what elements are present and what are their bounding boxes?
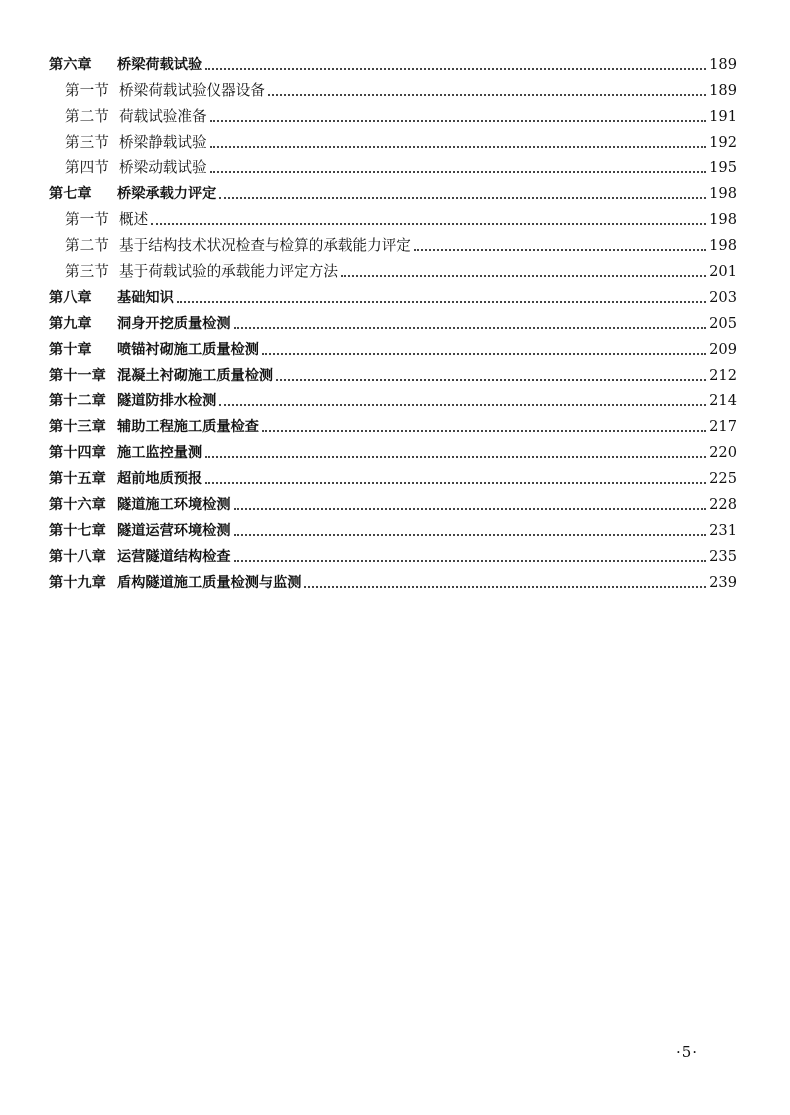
toc-entry-page: 231 — [709, 521, 737, 539]
toc-entry-title: 辅助工程施工质量检查 — [117, 419, 259, 436]
toc-entry-page: 212 — [709, 366, 737, 384]
toc-entry-number: 第八章 — [49, 289, 92, 306]
toc-chapter-entry[interactable] — [49, 177, 737, 203]
toc-entry-number: 第七章 — [49, 186, 92, 203]
dot-leader — [268, 93, 706, 96]
toc-entry-title: 隧道防排水检测 — [117, 393, 217, 410]
dot-leader — [234, 326, 707, 329]
toc-chapter-entry[interactable] — [49, 488, 737, 514]
toc-entry-page: 217 — [709, 418, 737, 436]
toc-entry-title: 洞身开挖质量检测 — [117, 315, 231, 332]
toc-entry-title: 桥梁荷载试验仪器设备 — [119, 81, 265, 99]
toc-entry-page: 192 — [709, 133, 737, 151]
toc-entry-page: 203 — [709, 288, 737, 306]
toc-entry-page: 205 — [709, 314, 737, 332]
toc-entry-page: 225 — [709, 470, 737, 488]
dot-leader — [234, 559, 707, 562]
toc-section-entry[interactable] — [49, 152, 737, 178]
toc-entry-title: 隧道施工环境检测 — [117, 497, 231, 514]
toc-entry-title: 桥梁承载力评定 — [117, 186, 217, 203]
toc-entry-page: 228 — [709, 496, 737, 514]
toc-entry-number: 第十八章 — [49, 548, 106, 565]
toc-chapter-entry[interactable] — [49, 540, 737, 566]
toc-entry-number: 第十一章 — [49, 367, 106, 384]
toc-chapter-entry[interactable] — [49, 281, 737, 307]
toc-entry-number: 第十五章 — [49, 471, 106, 488]
toc-entry-title: 基于荷载试验的承载能力评定方法 — [119, 263, 338, 281]
dot-leader — [210, 145, 707, 148]
dot-leader — [177, 300, 706, 303]
toc-entry-number: 第一节 — [65, 211, 109, 229]
dot-leader — [414, 248, 706, 251]
toc-entry-title: 隧道运营环境检测 — [117, 522, 231, 539]
toc-section-entry[interactable] — [49, 255, 737, 281]
toc-entry-number: 第十七章 — [49, 522, 106, 539]
toc-chapter-entry[interactable] — [49, 410, 737, 436]
toc-entry-number: 第六章 — [49, 56, 92, 73]
toc-entry-number: 第二节 — [65, 237, 109, 255]
toc-entry-page: 214 — [709, 392, 737, 410]
toc-entry-page: 198 — [709, 237, 737, 255]
table-of-contents — [49, 48, 737, 592]
dot-leader — [205, 67, 706, 70]
toc-entry-page: 198 — [709, 185, 737, 203]
dot-leader — [234, 533, 707, 536]
dot-leader — [276, 378, 706, 381]
dot-leader — [219, 403, 706, 406]
toc-entry-title: 桥梁动载试验 — [119, 159, 207, 177]
toc-chapter-entry[interactable] — [49, 333, 737, 359]
toc-entry-page: 209 — [709, 340, 737, 358]
toc-entry-page: 220 — [709, 444, 737, 462]
toc-chapter-entry[interactable] — [49, 566, 737, 592]
toc-entry-number: 第三节 — [65, 263, 109, 281]
page-number-footer: ·5· — [676, 1043, 699, 1061]
toc-chapter-entry[interactable] — [49, 359, 737, 385]
dot-leader — [234, 507, 707, 510]
toc-entry-number: 第十章 — [49, 341, 92, 358]
toc-entry-title: 运营隧道结构检查 — [117, 548, 231, 565]
dot-leader — [262, 429, 706, 432]
toc-entry-title: 概述 — [119, 211, 149, 229]
dot-leader — [205, 481, 706, 484]
toc-entry-page: 235 — [709, 547, 737, 565]
toc-entry-page: 189 — [709, 55, 737, 73]
toc-entry-title: 桥梁荷载试验 — [117, 56, 203, 73]
toc-entry-page: 195 — [709, 159, 737, 177]
toc-entry-page: 191 — [709, 107, 737, 125]
toc-entry-title: 盾构隧道施工质量检测与监测 — [117, 574, 302, 591]
toc-entry-page: 239 — [709, 573, 737, 591]
dot-leader — [205, 455, 706, 458]
toc-chapter-entry[interactable] — [49, 514, 737, 540]
toc-entry-number: 第九章 — [49, 315, 92, 332]
dot-leader — [304, 585, 706, 588]
toc-entry-title: 施工监控量测 — [117, 445, 203, 462]
dot-leader — [210, 119, 707, 122]
toc-entry-title: 混凝土衬砌施工质量检测 — [117, 367, 274, 384]
dot-leader — [341, 274, 706, 277]
toc-section-entry[interactable] — [49, 126, 737, 152]
toc-entry-number: 第二节 — [65, 107, 109, 125]
toc-chapter-entry[interactable] — [49, 48, 737, 74]
toc-entry-number: 第十六章 — [49, 497, 106, 514]
toc-entry-number: 第四节 — [65, 159, 109, 177]
toc-entry-title: 基础知识 — [117, 289, 174, 306]
dot-leader — [151, 222, 706, 225]
toc-entry-number: 第十九章 — [49, 574, 106, 591]
dot-leader — [210, 170, 707, 173]
toc-entry-page: 189 — [709, 81, 737, 99]
toc-chapter-entry[interactable] — [49, 385, 737, 411]
toc-entry-page: 198 — [709, 211, 737, 229]
toc-entry-title: 超前地质预报 — [117, 471, 203, 488]
toc-entry-title: 喷锚衬砌施工质量检测 — [117, 341, 259, 358]
toc-entry-number: 第十三章 — [49, 419, 106, 436]
toc-chapter-entry[interactable] — [49, 436, 737, 462]
toc-entry-number: 第三节 — [65, 133, 109, 151]
toc-section-entry[interactable] — [49, 229, 737, 255]
dot-leader — [262, 352, 706, 355]
toc-entry-page: 201 — [709, 263, 737, 281]
toc-entry-title: 桥梁静载试验 — [119, 133, 207, 151]
dot-leader — [219, 196, 706, 199]
toc-entry-title: 荷载试验准备 — [119, 107, 207, 125]
toc-entry-number: 第十四章 — [49, 445, 106, 462]
toc-chapter-entry[interactable] — [49, 307, 737, 333]
toc-section-entry[interactable] — [49, 74, 737, 100]
toc-entry-title: 基于结构技术状况检查与检算的承载能力评定 — [119, 237, 411, 255]
toc-entry-number: 第一节 — [65, 81, 109, 99]
toc-chapter-entry[interactable] — [49, 462, 737, 488]
toc-entry-number: 第十二章 — [49, 393, 106, 410]
toc-section-entry[interactable] — [49, 203, 737, 229]
toc-section-entry[interactable] — [49, 100, 737, 126]
